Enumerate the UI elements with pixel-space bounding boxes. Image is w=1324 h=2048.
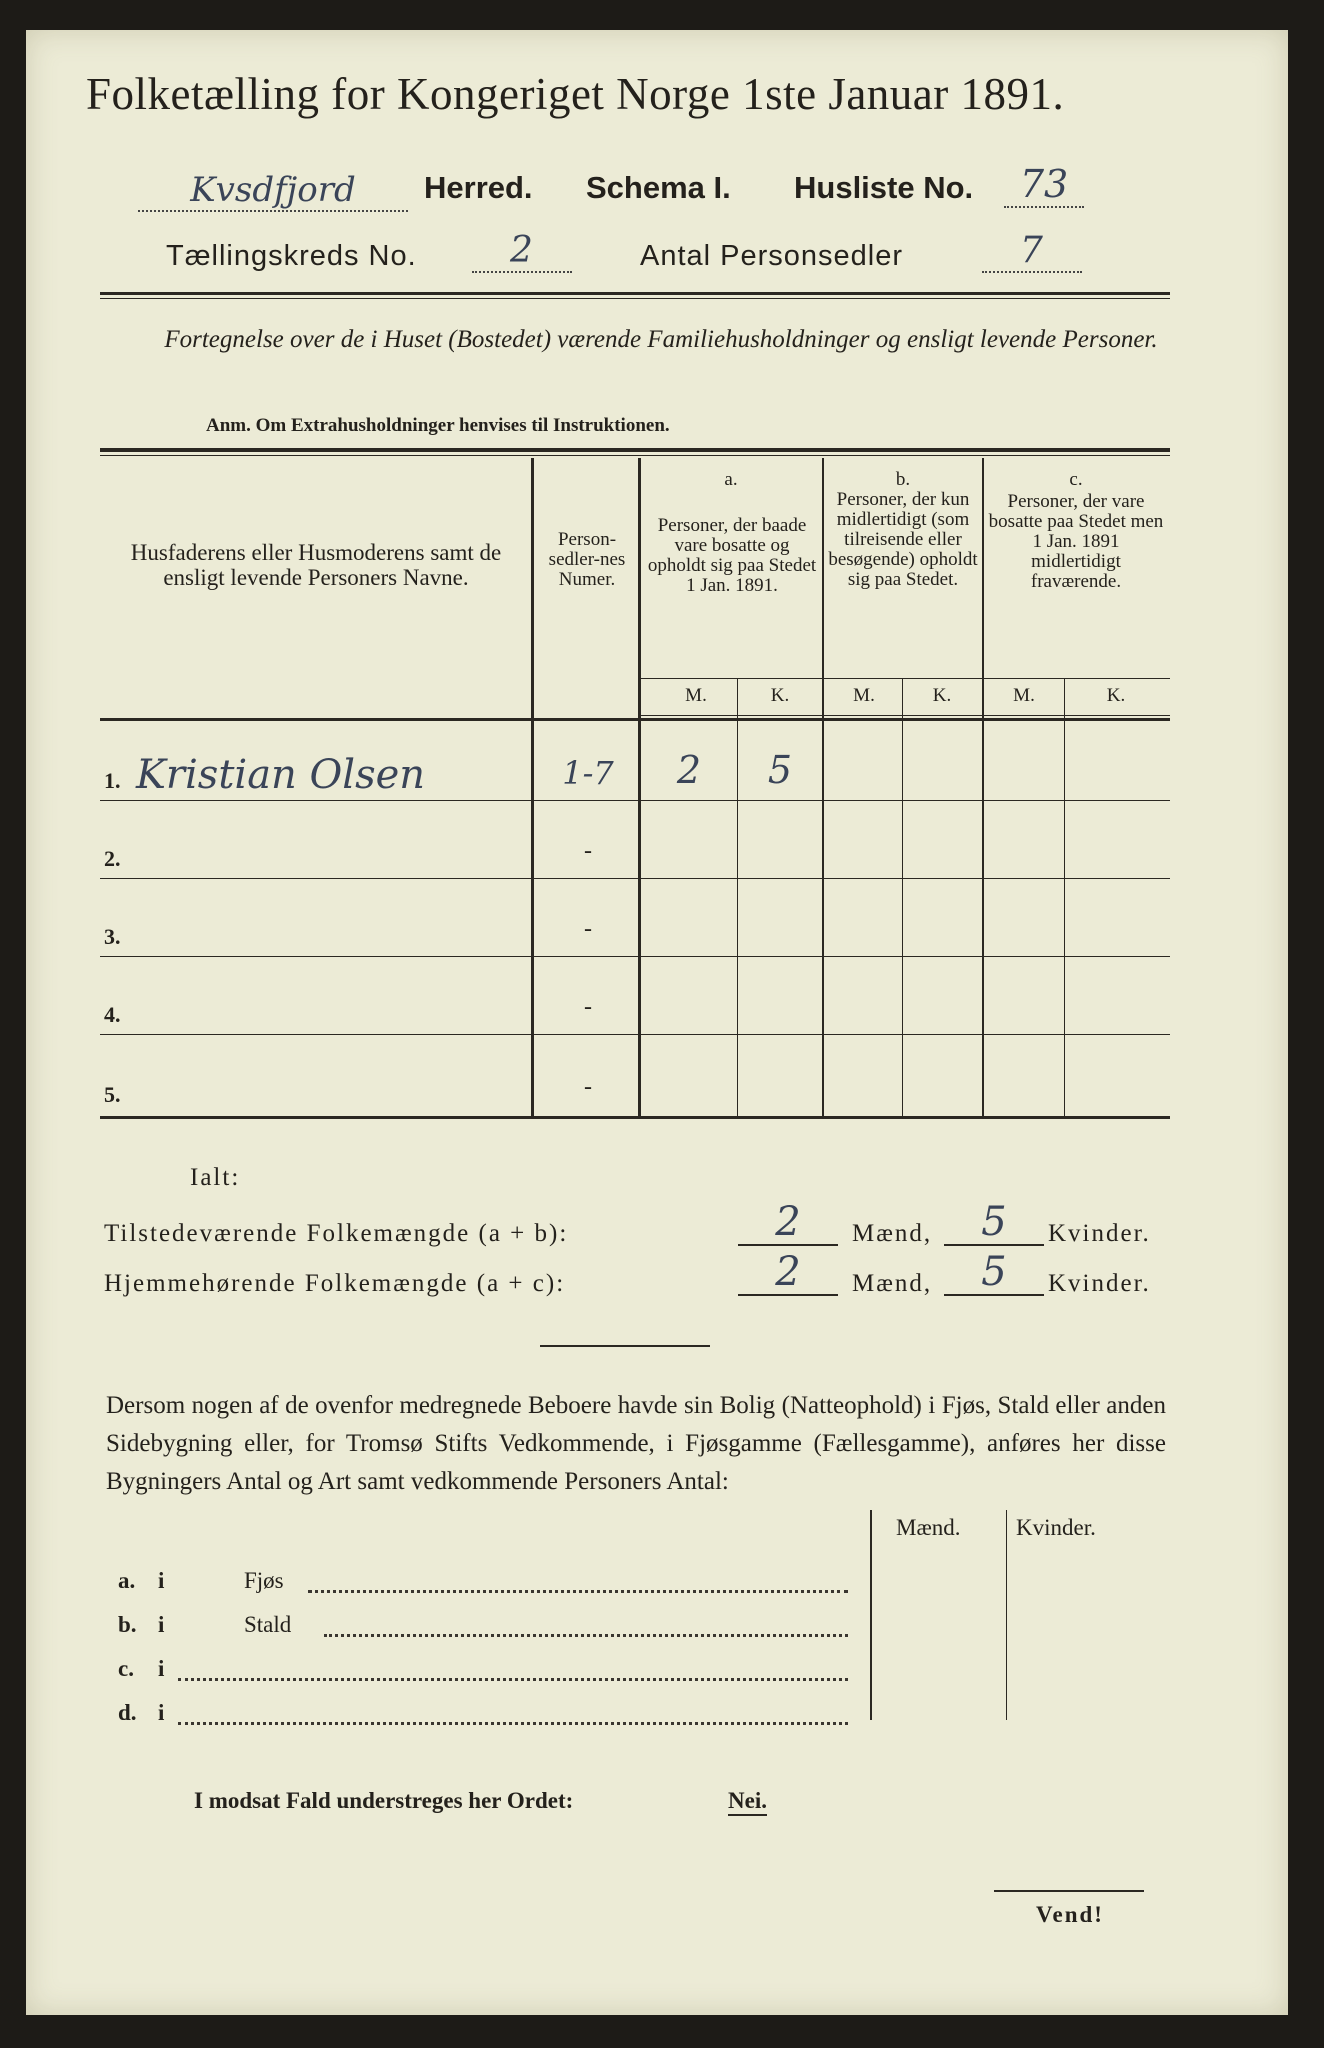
row-number: 2.	[104, 846, 121, 871]
census-form	[26, 30, 1288, 2015]
sedler-number: -	[584, 994, 592, 1020]
personsedler-value: 7	[982, 230, 1082, 273]
row-number: 1.	[104, 768, 121, 793]
herred-field	[138, 170, 408, 212]
hjemme-women-label: Kvinder.	[1048, 1270, 1151, 1297]
outbuild-i: i	[158, 1700, 165, 1725]
col-a-header: Personer, der baade vare bosatte og opholdt sig paa Stedet 1 Jan. 1891.	[647, 515, 817, 596]
row-number: 3.	[104, 924, 121, 949]
herred-value: Kvsdfjord	[138, 170, 408, 212]
table-top-rule-thin	[100, 455, 1170, 456]
row-number: 4.	[104, 1002, 121, 1027]
header-rule	[100, 292, 1170, 295]
col-divider-b	[982, 458, 984, 1116]
outbuild-women-header: Kvinder.	[1016, 1515, 1096, 1540]
table-top-rule	[100, 448, 1170, 452]
col-divider-c-mk	[1064, 678, 1065, 1116]
col-a-k: K.	[770, 685, 790, 706]
person-name: Kristian Olsen	[136, 752, 426, 798]
outbuild-col-divider-1	[870, 1510, 872, 1720]
a-women-value: 5	[767, 748, 793, 792]
outbuild-i: i	[158, 1568, 165, 1593]
sedler-number: -	[584, 916, 592, 942]
row-rule-2	[100, 878, 1170, 879]
col-b-header: Personer, der kun midlertidigt (som tilreisende eller besøgende) opholdt sig paa Stedet.	[828, 489, 978, 590]
header-rule-thin	[100, 298, 1170, 299]
outbuild-label: Fjøs	[244, 1568, 284, 1593]
col-divider-a	[822, 458, 824, 1116]
col-divider-a-mk	[737, 678, 738, 1116]
col-divider-name	[531, 458, 534, 1116]
col-c-header: Personer, der vare bosatte paa Stedet men 1 Jan. 1891 midlertidigt fraværende.	[988, 491, 1164, 592]
outbuild-letter: b.	[118, 1612, 137, 1637]
outbuild-men-header: Mænd.	[896, 1515, 961, 1540]
vend-text: Vend!	[1036, 1902, 1104, 1927]
col-c-k: K.	[1106, 685, 1126, 706]
anm-note: Anm. Om Extrahusholdninger henvises til Instruktionen.	[206, 415, 670, 436]
col-a-m: M.	[685, 685, 707, 706]
table-bottom-rule	[100, 1116, 1170, 1119]
sedler-number: -	[584, 1074, 592, 1100]
tilstede-label: Tilstedeværende Folkemængde (a + b):	[104, 1220, 569, 1247]
hjemme-women-value: 5	[944, 1250, 1044, 1296]
tilstede-men-value: 2	[738, 1200, 838, 1246]
schema-label: Schema I.	[586, 170, 731, 205]
col-b-letter: b.	[895, 469, 911, 490]
ialt-label: Ialt:	[190, 1164, 241, 1191]
col-divider-b-mk	[902, 678, 903, 1116]
outbuild-letter: c.	[118, 1656, 134, 1681]
tilstede-women-label: Kvinder.	[1048, 1220, 1151, 1247]
outbuild-dotline	[308, 1590, 848, 1593]
tilstede-women-value: 5	[944, 1200, 1044, 1246]
mk-header-rule	[640, 678, 1170, 679]
col-name-header: Husfaderens eller Husmoderens samt de ensligt levende Personers Navne.	[130, 540, 502, 590]
outbuild-col-divider-2	[1006, 1510, 1007, 1720]
a-men-value: 2	[676, 748, 702, 792]
nei-word: Nei.	[728, 1788, 767, 1816]
intro-text: Fortegnelse over de i Huset (Bostedet) værende Familiehusholdninger og ensligt levende Personer.	[164, 326, 1158, 353]
hjemme-label: Hjemmehørende Folkemængde (a + c):	[104, 1270, 566, 1297]
kreds-label: Tællingskreds No.	[166, 240, 417, 272]
herred-label: Herred.	[424, 170, 533, 205]
outbuildings-paragraph: Dersom nogen af de ovenfor medregnede Beboere havde sin Bolig (Natteophold) i Fjøs, Stald eller anden Sidebygning eller, for Tromsø Stifts Vedkommende, i Fjøsgamme (Fællesgamme), anføres her disse Bygningers Antal og Art samt vedkommende Personers Antal:	[106, 1392, 1166, 1495]
col-divider-num	[638, 458, 641, 1116]
mk-header-bottom-rule	[640, 715, 1170, 716]
col-c-letter: c.	[1069, 469, 1083, 490]
outbuild-dotline	[324, 1634, 848, 1637]
form-title: Folketælling for Kongeriget Norge 1ste Januar 1891.	[86, 69, 1065, 119]
outbuild-i: i	[158, 1612, 165, 1637]
section-divider	[540, 1345, 710, 1347]
row-rule-1	[100, 800, 1170, 801]
vend-rule	[994, 1890, 1144, 1892]
tilstede-men-label: Mænd,	[852, 1220, 933, 1247]
sedler-number: -	[584, 838, 592, 864]
row-rule-3	[100, 956, 1170, 957]
outbuild-i: i	[158, 1656, 165, 1681]
kreds-value: 2	[472, 230, 572, 273]
hjemme-men-value: 2	[738, 1250, 838, 1296]
outbuild-dotline	[178, 1722, 848, 1725]
modsat-text: I modsat Fald understreges her Ordet:	[194, 1788, 574, 1813]
personsedler-label: Antal Personsedler	[640, 240, 904, 272]
outbuild-dotline	[178, 1678, 848, 1681]
col-num-header: Person-sedler-nes Numer.	[548, 529, 626, 590]
row-number: 5.	[104, 1082, 121, 1107]
col-a-letter: a.	[724, 469, 738, 490]
husliste-value: 73	[1004, 162, 1084, 208]
outbuild-letter: a.	[118, 1568, 136, 1593]
hjemme-men-label: Mænd,	[852, 1270, 933, 1297]
husliste-label: Husliste No.	[794, 170, 974, 205]
header-bottom-rule	[100, 718, 1170, 721]
col-b-m: M.	[853, 685, 875, 706]
outbuild-label: Stald	[244, 1612, 292, 1637]
col-c-m: M.	[1013, 685, 1035, 706]
sedler-number: 1-7	[562, 754, 614, 792]
outbuild-letter: d.	[118, 1700, 137, 1725]
col-b-k: K.	[932, 685, 952, 706]
row-rule-4	[100, 1034, 1170, 1035]
